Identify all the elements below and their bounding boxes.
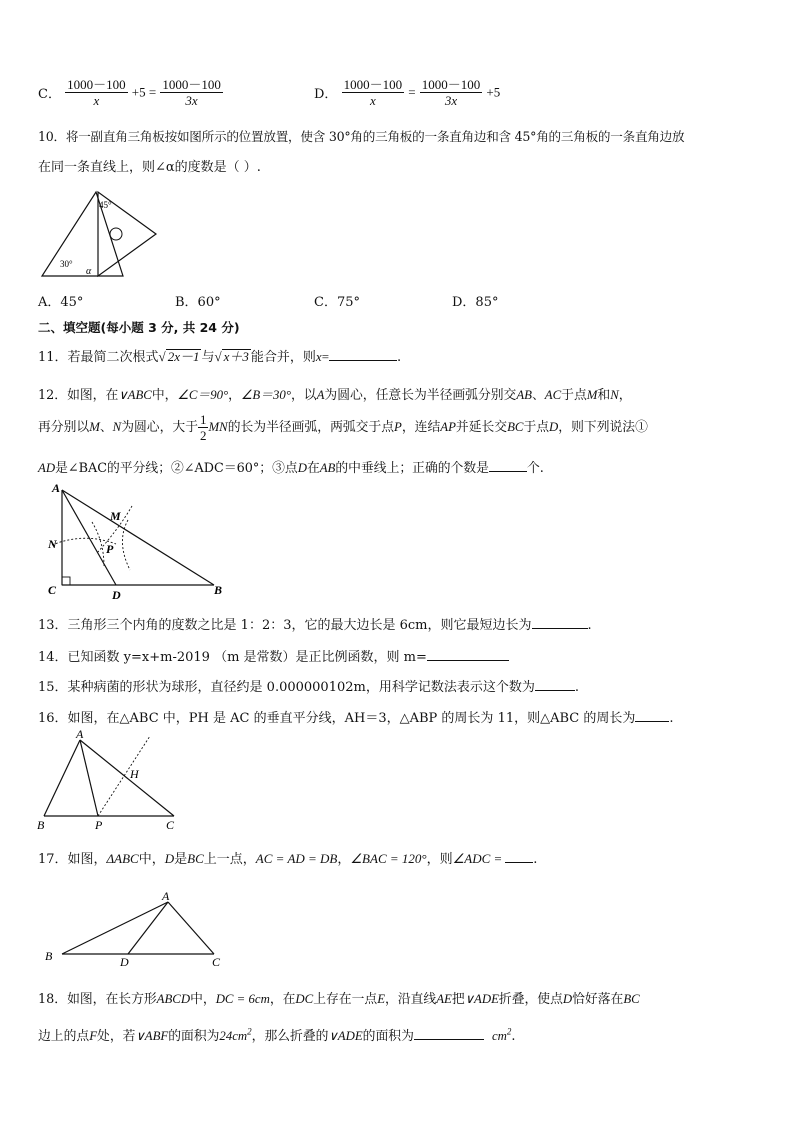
q11: 11．若最简二次根式√ 2x－1 与√ x＋3 能合并，则x= . [38, 349, 402, 365]
svg-text:A: A [76, 727, 84, 741]
q13: 13．三角形三个内角的度数之比是 1：2：3，它的最大边长是 6cm，则它最短边长为 . [38, 618, 592, 633]
q10-line2: 在同一条直线上，则∠α的度数是（ ）. [38, 160, 261, 175]
svg-text:A: A [162, 889, 170, 903]
q9-option-d: D． $\frac{1000-100}{x}$ = $\frac{1000-100}{3x}$ +5 [314, 77, 501, 108]
q14: 14．已知函数 y=x+m-2019 （m 是常数）是正比例函数，则 m= [38, 646, 509, 665]
circle-hole [110, 228, 122, 240]
svg-text:N: N [48, 537, 57, 551]
fraction: $\frac{1000-100}{x}$ [67, 77, 126, 108]
q17: 17．如图，ΔABC中，D是BC上一点，AC = AD = DB，∠BAC = 120°，则∠ADC = . [38, 851, 538, 867]
q16: 16．如图，在△ABC 中，PH 是 AC 的垂直平分线，AH＝3，△ABP 的周长为 11，则△ABC 的周长为 . [38, 711, 674, 726]
q10-line1: 10．将一副直角三角板按如图所示的位置放置，使含 30°角的三角板的一条直角边和含 45°角的三角板的一条直角边放 [38, 129, 685, 144]
answer-blank [505, 862, 533, 863]
q10-figure [38, 188, 163, 280]
q12-line1: 12．如图，在∨ABC中，∠C＝90°，∠B＝30°，以A为圆心，任意长为半径画弧分别交AB、AC于点M和N， [38, 388, 632, 403]
answer-blank [635, 721, 669, 722]
section-title: 二、填空题(每小题 3 分, 共 24 分) [38, 320, 240, 335]
q10-option-d: D．85° [452, 295, 499, 310]
svg-text:D: D [112, 588, 121, 602]
fraction: $\frac{1000-100}{3x}$ [421, 77, 481, 108]
fraction: $\frac{1000-100}{3x}$ [162, 77, 221, 108]
svg-text:H: H [130, 767, 139, 781]
svg-text:P: P [95, 818, 103, 832]
q18-line1: 18．如图，在长方形ABCD中，DC = 6cm，在DC上存在一点E，沿直线AE把∨ADE折叠，使点D恰好落在BC [38, 992, 640, 1007]
svg-text:P: P [106, 542, 114, 556]
q10-option-a: A．45° [38, 295, 84, 310]
q17-figure [42, 888, 232, 970]
svg-text:B: B [45, 949, 53, 963]
q12-figure [44, 482, 234, 602]
answer-blank [427, 660, 509, 661]
q10-option-b: B．60° [175, 295, 221, 310]
q10-option-c: C．75° [314, 295, 360, 310]
label-alpha: α [86, 266, 92, 277]
answer-blank [414, 1039, 484, 1040]
q12-line3: AD是∠BAC的平分线；②∠ADC＝60°；③点D在AB的中垂线上；正确的个数是 个. [38, 461, 544, 476]
svg-text:C: C [48, 583, 57, 597]
label-30: 30° [60, 259, 73, 269]
svg-text:B: B [37, 818, 45, 832]
label-45: 45° [99, 200, 112, 210]
answer-blank [532, 628, 588, 629]
answer-blank [329, 360, 397, 361]
q12-line2: 再分别以M、N为圆心，大于 $\frac{1}{2}$ MN的长为半径画弧，两弧交于点P，连结AP并延长交BC于点D，则下列说法① [38, 412, 648, 443]
svg-text:D: D [120, 955, 129, 969]
q9-option-c: C． $\frac{1000-100}{x}$ +5 = $\frac{1000-100}{3x}$ [38, 77, 221, 108]
svg-text:M: M [110, 509, 121, 523]
svg-text:B: B [214, 583, 223, 597]
svg-text:C: C [166, 818, 175, 832]
q16-figure [34, 728, 184, 833]
answer-blank [535, 690, 575, 691]
q15: 15．某种病菌的形状为球形，直径约是 0.000000102m，用科学记数法表示这个数为 . [38, 680, 579, 695]
svg-text:A: A [52, 481, 61, 495]
answer-blank [489, 471, 527, 472]
fraction-half: $\frac{1}{2}$ [199, 412, 207, 443]
fraction: $\frac{1000-100}{x}$ [343, 77, 403, 108]
svg-text:C: C [212, 955, 221, 969]
q18-line2: 边上的点F处，若∨ABF的面积为$24cm^2$，那么折叠的∨ADE的面积为 $cm^2$. [38, 1026, 516, 1044]
